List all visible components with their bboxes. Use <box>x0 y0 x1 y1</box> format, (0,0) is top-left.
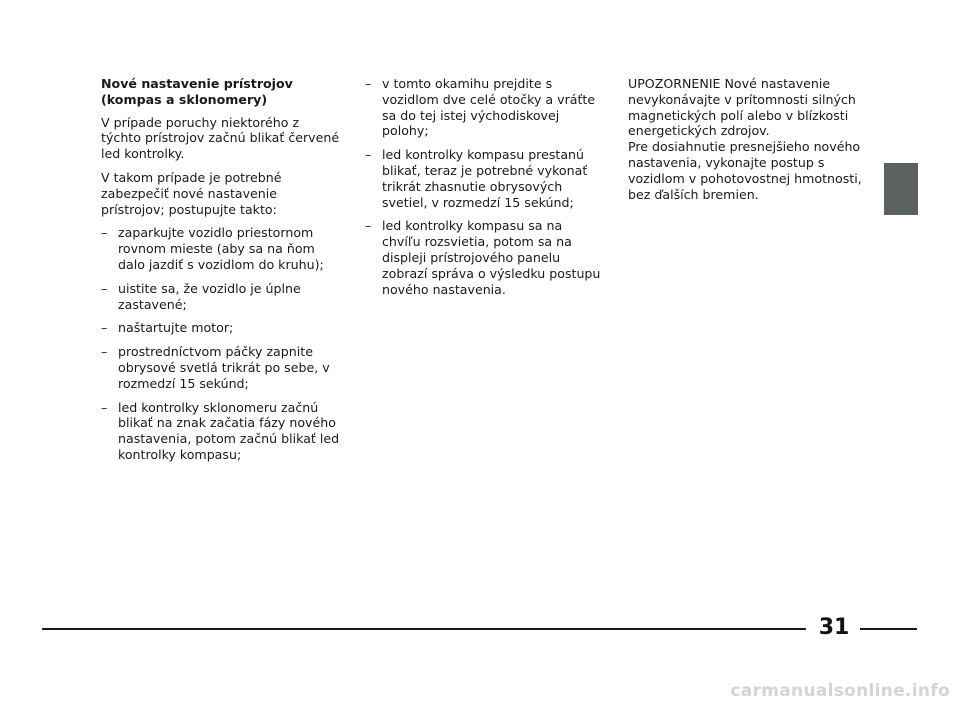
footer-rule-right <box>860 628 917 630</box>
warning-note: UPOZORNENIE Nové nastavenie nevykonávajte v prítomnosti silných magnetických polí alebo v blízkosti energetických zdrojov. <box>628 76 856 139</box>
dash-bullet: – <box>365 76 372 91</box>
step-text: prostredníctvom páčky zapnite obrysové svetlá trikrát po sebe, v rozmedzí 15 sekúnd; <box>118 344 330 391</box>
step-text: led kontrolky kompasu sa na chvíľu rozsvietia, potom sa na displeji prístrojového panelu zobrazí správa o výsledku postupu nového nastavenia. <box>382 218 601 297</box>
list-item <box>365 218 601 297</box>
list-item <box>101 400 341 463</box>
list-item <box>365 76 601 139</box>
list-item <box>365 147 601 210</box>
section-heading: Nové nastavenie prístrojov (kompas a sklonomery) <box>101 76 293 107</box>
step-text: naštartujte motor; <box>118 320 234 336</box>
chapter-thumb-tab <box>884 163 918 215</box>
dash-bullet: – <box>101 399 108 415</box>
step-text: v tomto okamihu prejdite s vozidlom dve celé otočky a vráťte sa do tej istej východiskovej polohy; <box>382 76 596 139</box>
dash-bullet: – <box>101 320 108 336</box>
column-left <box>101 76 341 471</box>
footer-rule-left <box>42 628 806 630</box>
page-number: 31 <box>818 615 850 640</box>
procedure-steps-list <box>101 225 341 462</box>
procedure-intro-paragraph: V takom prípade je potrebné zabezpečiť nové nastavenie prístrojov; postupujte takto: <box>101 169 282 217</box>
column-right <box>628 76 873 202</box>
list-item <box>101 344 341 391</box>
intro-paragraph: V prípade poruchy niektorého z týchto prístrojov začnú blikať červené led kontrolky. <box>101 114 340 162</box>
accuracy-note: Pre dosiahnutie presnejšieho nového nastavenia, vykonajte postup s vozidlom v pohotovostnej hmotnosti, bez ďalších bremien. <box>628 139 862 202</box>
step-text: led kontrolky kompasu prestanú blikať, teraz je potrebné vykonať trikrát zhasnutie obrysových svetiel, v rozmedzí 15 sekúnd; <box>382 147 588 210</box>
procedure-steps-list-continued <box>365 76 601 297</box>
dash-bullet: – <box>101 344 108 360</box>
dash-bullet: – <box>101 280 108 296</box>
list-item <box>101 225 341 272</box>
step-text: led kontrolky sklonomeru začnú blikať na znak začatia fázy nového nastavenia, potom začnú blikať led kontrolky kompasu; <box>118 399 340 462</box>
watermark: carmanualsonline.info <box>730 681 950 701</box>
step-text: uistite sa, že vozidlo je úplne zastavené; <box>118 280 301 312</box>
list-item <box>101 320 341 336</box>
dash-bullet: – <box>365 147 372 163</box>
list-item <box>101 281 341 313</box>
step-text: zaparkujte vozidlo priestornom rovnom mieste (aby sa na ňom dalo jazdiť s vozidlom do kruhu); <box>118 225 324 272</box>
column-middle <box>365 76 601 305</box>
dash-bullet: – <box>101 225 108 241</box>
dash-bullet: – <box>365 218 372 234</box>
